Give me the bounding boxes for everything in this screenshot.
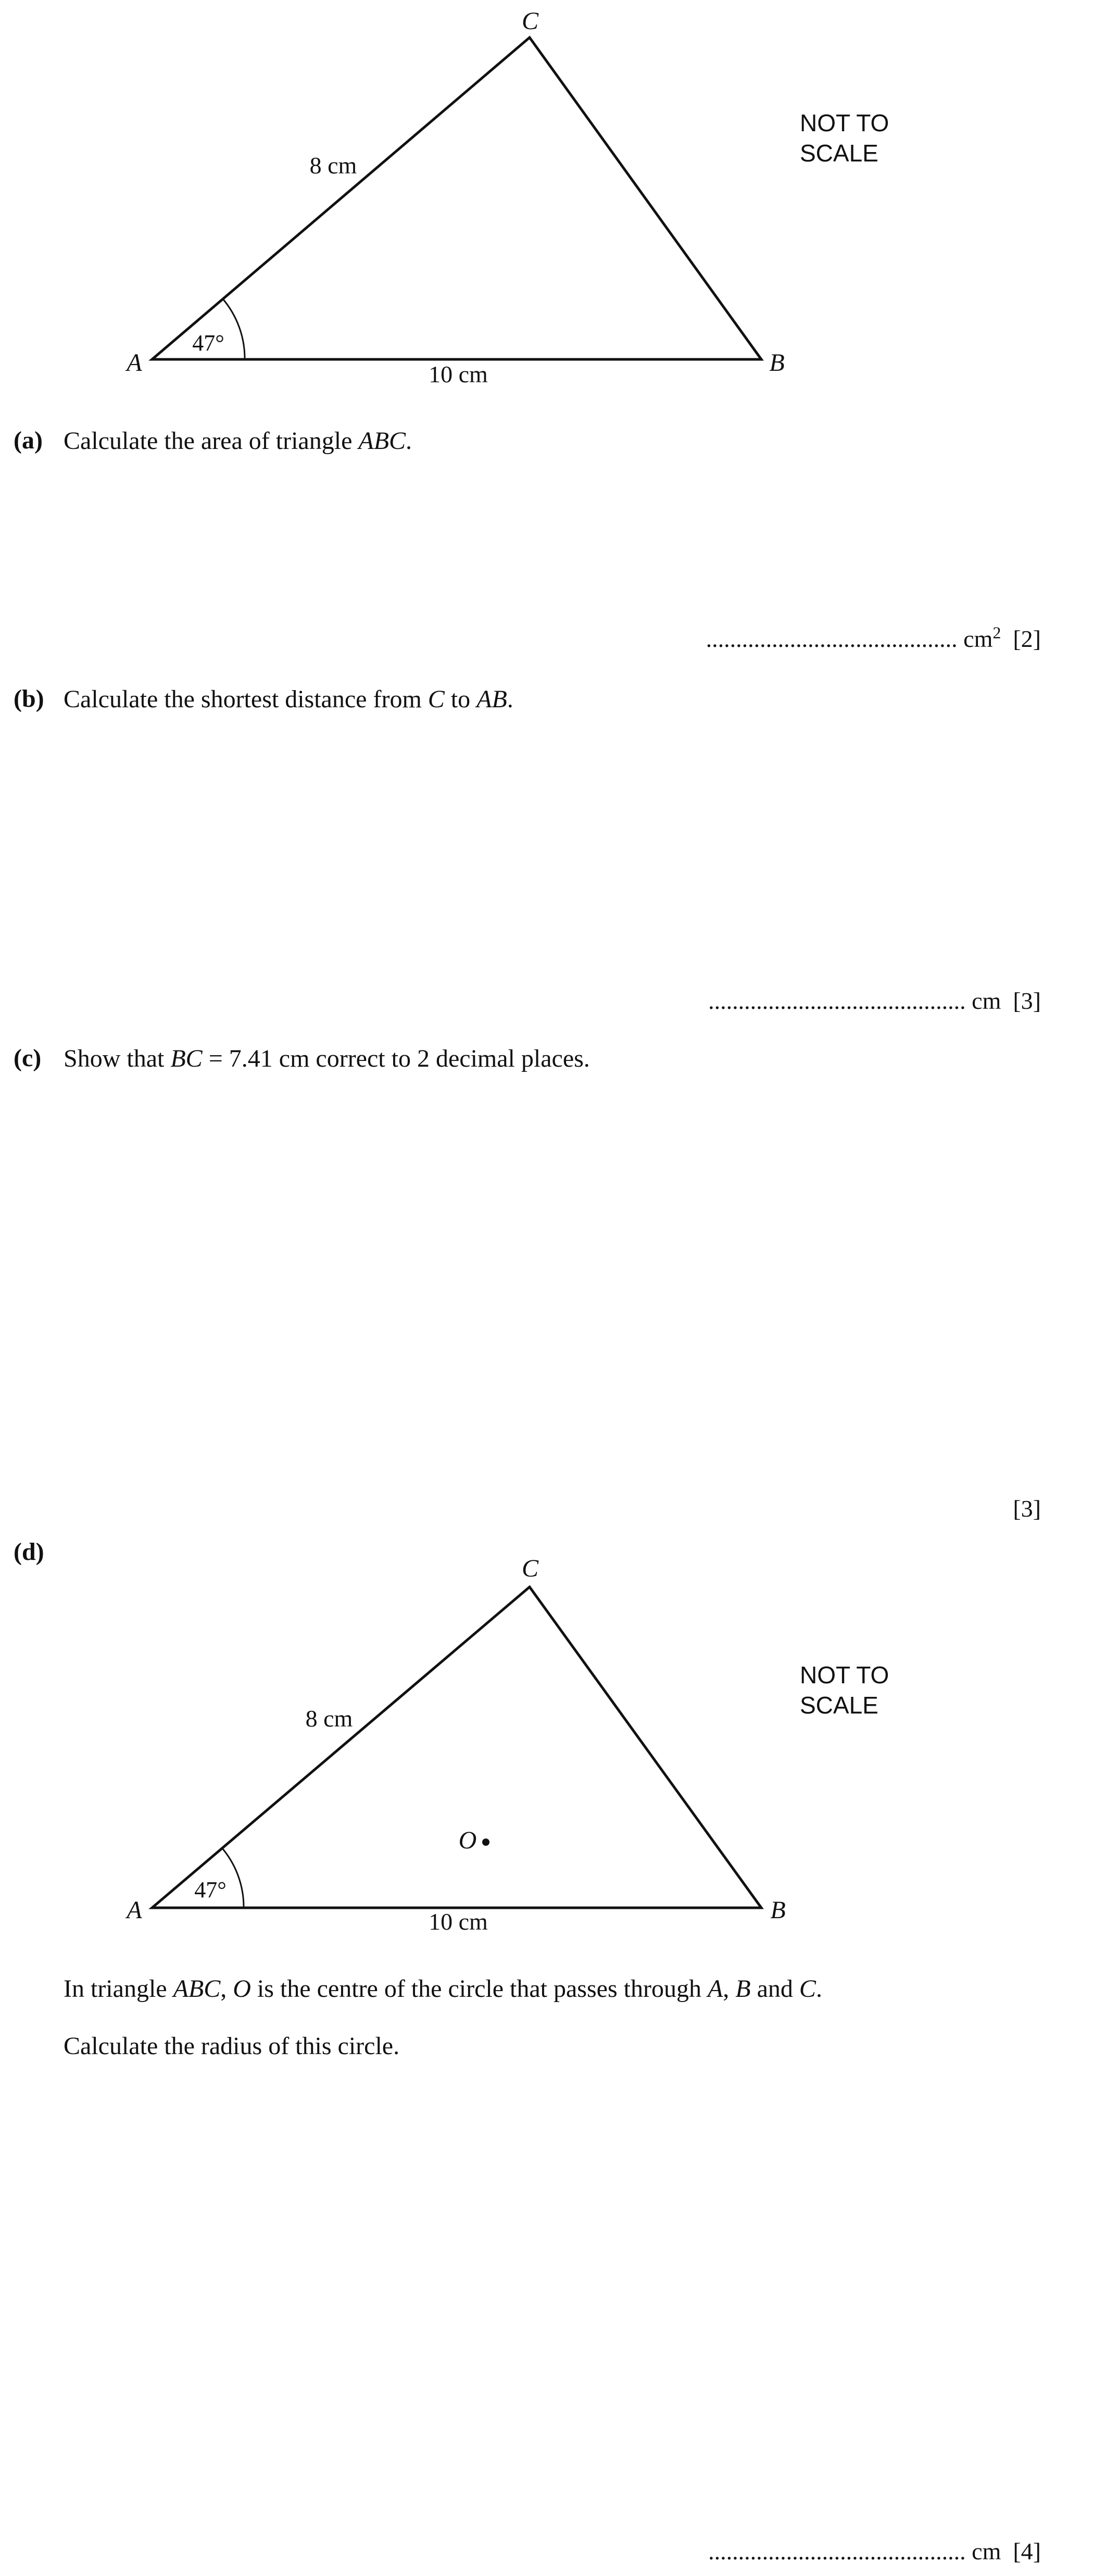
part-c-marks: [3]: [1013, 1495, 1041, 1522]
part-c-var-1: BC: [170, 1045, 203, 1072]
answer-dots[interactable]: ...........................................: [708, 2538, 966, 2565]
marks: [4]: [1013, 2538, 1041, 2565]
part-d-text-1: In triangle: [64, 1975, 173, 2003]
side-label-ab: 10 cm: [429, 361, 488, 387]
vertex-label-c: C: [521, 7, 539, 35]
answer-dots[interactable]: ..........................................: [706, 626, 958, 652]
part-d-question: [64, 1974, 822, 2004]
part-a-label: (a): [14, 427, 43, 454]
note-line-2: SCALE: [800, 140, 878, 167]
angle-arc-a: [223, 299, 245, 359]
marks: [3]: [1013, 987, 1041, 1014]
part-d-var-2: O: [233, 1975, 251, 2003]
part-c-text-1: Show that: [64, 1045, 171, 1072]
vertex-label-a: A: [127, 1896, 142, 1924]
part-c-text-2: = 7.41 cm correct to 2 decimal places.: [202, 1045, 590, 1072]
part-b-text-2: to: [444, 685, 477, 713]
unit-superscript: 2: [993, 623, 1001, 642]
vertex-label-c: C: [521, 1555, 539, 1582]
part-d-instruction: Calculate the radius of this circle.: [64, 2032, 400, 2060]
note-line-1: NOT TO: [800, 1661, 889, 1689]
part-c-label: (c): [14, 1044, 42, 1072]
part-b-var-2: AB: [476, 685, 507, 713]
answer-unit: cm: [963, 626, 993, 652]
vertex-label-b: B: [770, 1896, 786, 1924]
part-d-text-2: ,: [220, 1975, 233, 2003]
part-a-text: Calculate the area of triangle: [64, 427, 359, 455]
part-d-text-4: ,: [723, 1975, 736, 2003]
not-to-scale-note-2: [800, 1660, 889, 1720]
vertex-label-b: B: [769, 349, 785, 377]
part-b-var-1: C: [428, 685, 445, 713]
part-d-text-3: is the centre of the circle that passes through: [250, 1975, 708, 2003]
part-a-question: [64, 426, 412, 456]
side-label-ab: 10 cm: [429, 1908, 488, 1935]
side-label-ac: 8 cm: [309, 152, 357, 179]
part-a-end: .: [406, 427, 412, 455]
angle-label-a: 47°: [194, 1877, 227, 1903]
part-d-var-5: C: [799, 1975, 816, 2003]
part-b-question: [64, 684, 513, 715]
note-line-2: SCALE: [800, 1692, 878, 1719]
triangle-abc: [152, 37, 761, 359]
part-a-var: ABC: [358, 427, 406, 455]
triangle-abc: [152, 1587, 761, 1908]
part-d-var-1: ABC: [173, 1975, 221, 2003]
part-d-var-4: B: [735, 1975, 751, 2003]
part-a-answer-line[interactable]: [706, 625, 1041, 653]
marks: [2]: [1013, 626, 1041, 652]
part-b-answer-line[interactable]: [708, 987, 1041, 1015]
note-line-1: NOT TO: [800, 109, 889, 136]
centre-point-o: [482, 1839, 489, 1846]
vertex-label-a: A: [127, 349, 142, 377]
centre-label-o: O: [458, 1827, 477, 1854]
part-b-text-1: Calculate the shortest distance from: [64, 685, 428, 713]
part-d-text-6: .: [815, 1975, 822, 2003]
part-d-var-3: A: [707, 1975, 723, 2003]
answer-unit: cm: [972, 987, 1001, 1014]
triangle-diagram-2: [0, 1542, 1093, 1937]
answer-unit: cm: [972, 2538, 1001, 2565]
angle-label-a: 47°: [192, 330, 224, 356]
not-to-scale-note-1: [800, 108, 889, 168]
part-d-text-5: and: [750, 1975, 799, 2003]
part-d-label: (d): [14, 1538, 44, 1566]
side-label-ac: 8 cm: [305, 1705, 353, 1732]
answer-dots[interactable]: ...........................................: [708, 987, 966, 1014]
triangle-diagram-1: [0, 0, 1093, 417]
part-b-label: (b): [14, 685, 44, 712]
part-c-question: [64, 1044, 590, 1074]
part-b-text-3: .: [507, 685, 513, 713]
part-d-answer-line[interactable]: [708, 2537, 1041, 2565]
